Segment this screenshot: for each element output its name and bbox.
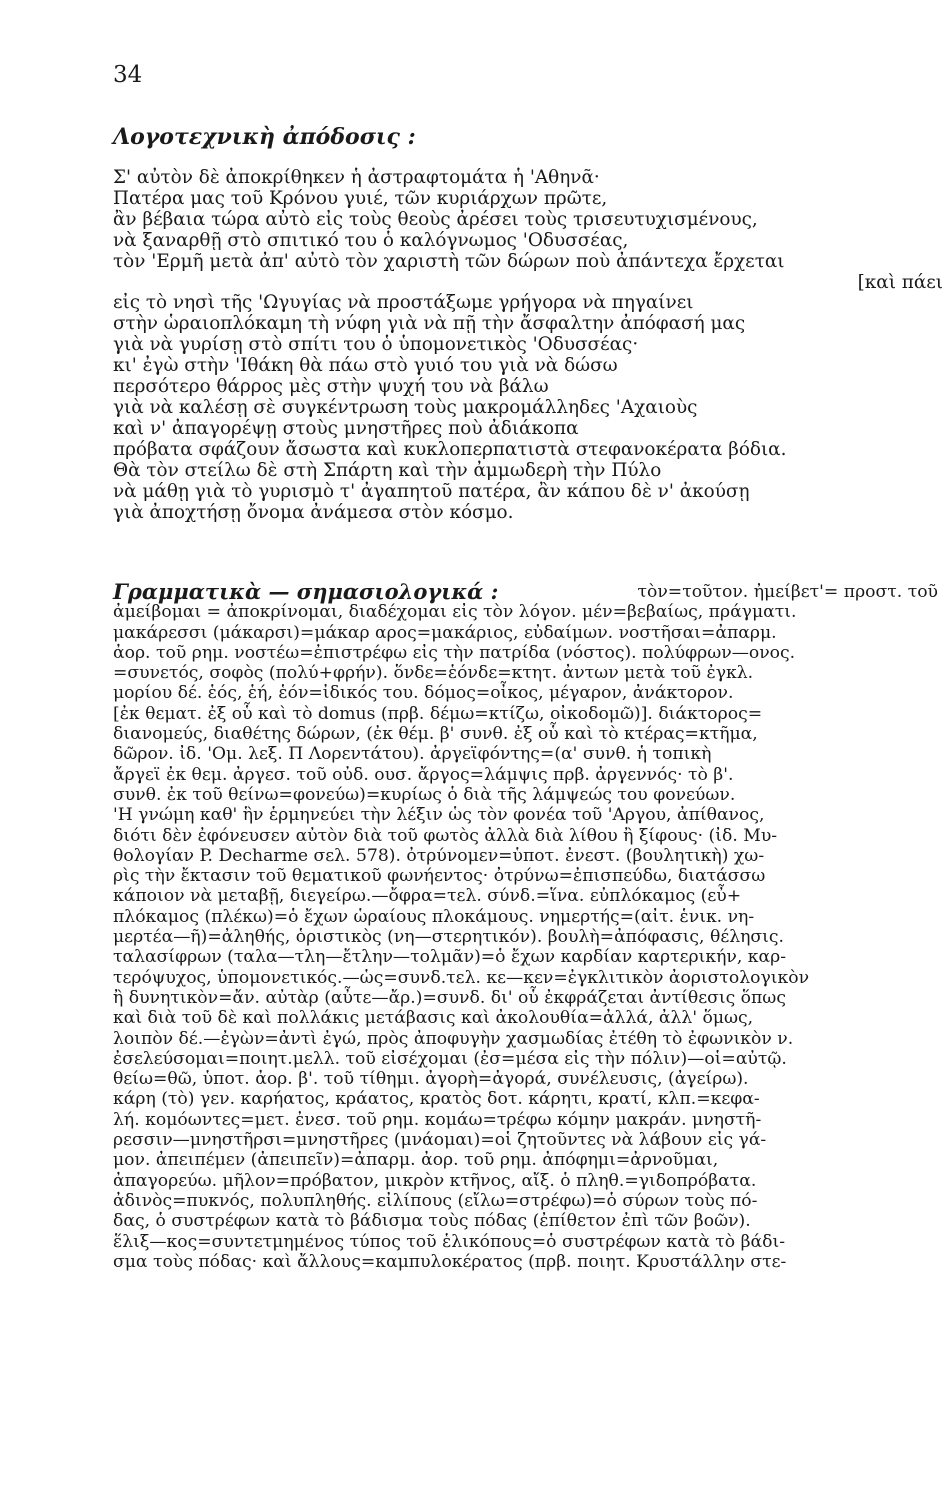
grammar-line [113, 1171, 938, 1191]
grammar-line-text: ἀπαγορεύω. μῆλον=πρόβατον, μικρὸν κτῆνος, αἴξ. ὁ πληθ.=γιδοπρόβατα. [113, 1170, 757, 1191]
grammar-line [113, 1232, 938, 1252]
grammar-line [113, 765, 938, 785]
translation-line: Πατέρα μας τοῦ Κρόνου γυιέ, τῶν κυριάρχων πρῶτε, [113, 187, 608, 209]
grammar-line [113, 1029, 938, 1049]
grammar-line-text: μορίου δέ. ἑός, ἑή, ἑόν=ἰδικός του. δόμος=οἶκος, μέγαρον, ἀνάκτορον. [113, 683, 734, 704]
grammar-line [113, 1211, 938, 1231]
grammar-line [113, 1008, 938, 1028]
translation-line: Σ' αὐτὸν δὲ ἀποκρίθηκεν ἡ ἀστραφτομάτα ἡ 'Αθηνᾶ· [113, 167, 600, 188]
grammar-line-text: λοιπὸν δέ.—ἐγὼν=ἀντὶ ἐγώ, πρὸς ἀποφυγὴν χασμωδίας ἐτέθη τὸ ἐφωνικὸν ν. [113, 1028, 794, 1049]
grammar-line [113, 968, 938, 988]
grammar-line [113, 947, 938, 967]
grammar-line [113, 927, 938, 947]
grammar-line-text: διότι δὲν ἐφόνευσεν αὐτὸν διὰ τοῦ φωτὸς ἀλλὰ διὰ λίθου ἢ ξίφους· (ἰδ. Μυ- [113, 825, 778, 846]
grammar-line-text: ἐσελεύσομαι=ποιητ.μελλ. τοῦ εἰσέχομαι (ἐσ=μέσα εἰς τὴν πόλιν)—οἱ=αὐτῷ. [113, 1048, 787, 1069]
section-title: Λογοτεχνικὴ ἀπόδοσις : [113, 124, 416, 150]
translation-line: νὰ ξαναρθῇ στὸ σπιτικό του ὁ καλόγνωμος 'Οδυσσέας, [113, 229, 629, 251]
translation-line: κι' ἐγὼ στὴν 'Ιθάκη θὰ πάω στὸ γυιό του γιὰ νὰ δώσω [113, 355, 618, 377]
grammar-line [113, 744, 938, 764]
grammar-line-text: ἀμείβομαι = ἀποκρίνομαι, διαδέχομαι εἰς τὸν λόγον. μέν=βεβαίως, πράγματι. [113, 602, 797, 623]
grammar-line [113, 805, 938, 825]
grammar-line-text: ρὶς τὴν ἔκτασιν τοῦ θεματικοῦ φωνήεντος· ὀτρύνω=ἐπισπεύδω, διατάσσω [113, 866, 766, 887]
grammar-line [113, 663, 938, 683]
grammar-line-text: ἢ δυνητικὸν=ἄν. αὐτὰρ (αὖτε—ἄρ.)=συνδ. δι' οὗ ἐκφράζεται ἀντίθεσις ὅπως [113, 987, 786, 1008]
grammar-line-text: δας, ὁ συστρέφων κατὰ τὸ βάδισμα τοὺς πόδας (ἐπίθετον ἐπὶ τῶν βοῶν). [113, 1211, 751, 1232]
translation-line: καὶ ν' ἀπαγορέψῃ στοὺς μνηστῆρες ποὺ ἀδιάκοπα [113, 417, 579, 439]
grammar-line [113, 1191, 938, 1211]
grammar-line-text: [ἐκ θεματ. ἐξ οὗ καὶ τὸ domus (πρβ. δέμω=κτίζω, οἰκοδομῶ)]. διάκτορος= [113, 703, 763, 724]
grammar-line-text: 'Η γνώμη καθ' ἣν ἑρμηνεύει τὴν λέξιν ὡς τὸν φονέα τοῦ 'Αργου, ἀπίθανος, [113, 805, 765, 826]
grammar-line [113, 886, 938, 906]
translation-block [113, 168, 943, 523]
grammar-block [113, 579, 938, 1272]
grammar-line [113, 1110, 938, 1130]
translation-line: στὴν ὡραιοπλόκαμη τὴ νύφη γιὰ νὰ πῇ τὴν ἄσφαλτην ἀπόφασή μας [113, 313, 746, 335]
grammar-line-text: =συνετός, σοφὸς (πολύ+φρήν). ὅνδε=ἑόνδε=κτητ. ἀντων μετὰ τοῦ ἐγκλ. [113, 663, 754, 684]
translation-line: γιὰ νὰ καλέσῃ σὲ συγκέντρωση τοὺς μακρομάλληδες 'Αχαιοὺς [113, 396, 698, 418]
grammar-line [113, 643, 938, 663]
translation-line: ἂν βέβαια τώρα αὐτὸ εἰς τοὺς θεοὺς ἀρέσει τοὺς τρισευτυχισμένους, [113, 208, 758, 230]
translation-line: Θὰ τὸν στείλω δὲ στὴ Σπάρτη καὶ τὴν ἀμμωδερὴ τὴν Πύλο [113, 459, 662, 481]
grammar-first-row [113, 579, 938, 604]
grammar-line [113, 1130, 938, 1150]
grammar-line [113, 907, 938, 927]
grammar-line [113, 988, 938, 1008]
grammar-line [113, 866, 938, 886]
grammar-line: τὸν=τοῦτον. ἠμείβετ'= προστ. τοῦ [637, 582, 938, 602]
grammar-line-text: λή. κομόωντες=μετ. ἐνεσ. τοῦ ρημ. κομάω=τρέφω κόμην μακράν. μνηστῆ- [113, 1109, 762, 1130]
grammar-line [113, 704, 938, 724]
translation-line: [καὶ πάει [857, 271, 943, 293]
grammar-line-text: θείω=θῶ, ὑποτ. ἀορ. β'. τοῦ τίθημι. ἀγορὴ=ἀγορά, συνέλευσις, (ἀγείρω). [113, 1069, 749, 1090]
grammar-line-text: κάποιον νὰ μεταβῇ, διεγείρω.—ὄφρα=τελ. σύνδ.=ἵνα. εὐπλόκαμος (εὖ+ [113, 886, 742, 907]
grammar-title: Γραμματικὰ — σημασιολογικά : [113, 579, 499, 604]
grammar-line [113, 602, 938, 622]
grammar-line-text: κάρη (τὸ) γεν. καρήατος, κράατος, κρατὸς δοτ. κάρητι, κρατί, κλπ.=κεφα- [113, 1089, 760, 1110]
grammar-line [113, 1049, 938, 1069]
grammar-line-text: τερόψυχος, ὑπομονετικός.—ὡς=συνδ.τελ. κε—κεν=ἐγκλιτικὸν ἀοριστολογικὸν [113, 967, 810, 988]
grammar-line-text: ἕλιξ—κος=συντετμημένος τύπος τοῦ ἑλικόπους=ὁ συστρέφων κατὰ τὸ βάδι- [113, 1231, 786, 1252]
translation-line: εἰς τὸ νησὶ τῆς 'Ωγυγίας νὰ προστάξωμε γρήγορα νὰ πηγαίνει [113, 292, 694, 314]
grammar-line-text: ἀορ. τοῦ ρημ. νοστέω=ἐπιστρέφω εἰς τὴν πατρίδα (νόστος). πολύφρων—ονος. [113, 642, 796, 663]
translation-line: περσότερο θάρρος μὲς στὴν ψυχή του νὰ βάλω [113, 376, 549, 398]
grammar-line [113, 1089, 938, 1109]
grammar-line-text: σμα τοὺς πόδας· καὶ ἄλλους=καμπυλοκέρατος (πρβ. ποιητ. Κρυστάλλην στε- [113, 1251, 787, 1272]
grammar-line [113, 1252, 938, 1272]
grammar-line [113, 724, 938, 744]
grammar-line-text: ρεσσιν—μνηστῆρσι=μνηστῆρες (μνάομαι)=οἱ ζητοῦντες νὰ λάβουν εἰς γά- [113, 1130, 767, 1151]
grammar-line [113, 683, 938, 703]
translation-line: γιὰ ἀποχτήσῃ ὄνομα ἀνάμεσα στὸν κόσμο. [113, 501, 514, 523]
grammar-line-text: διανομεύς, διαθέτης δώρων, (ἐκ θέμ. β' συνθ. ἐξ οὗ καὶ τὸ κτέρας=κτῆμα, [113, 724, 758, 745]
grammar-line-text: συνθ. ἐκ τοῦ θείνω=φονεύω)=κυρίως ὁ διὰ τῆς λάμψεώς του φονεύων. [113, 784, 736, 805]
grammar-line-text: ἀδινὸς=πυκνός, πολυπληθής. εἰλίπους (εἴλω=στρέφω)=ὁ σύρων τοὺς πό- [113, 1190, 758, 1211]
translation-line: πρόβατα σφάζουν ἄσωστα καὶ κυκλοπερπατιστὰ στεφανοκέρατα βόδια. [113, 438, 787, 460]
translation-line: τὸν 'Ερμῆ μετὰ ἀπ' αὐτὸ τὸν χαριστὴ τῶν δώρων ποὺ ἀπάντεχα ἔρχεται [113, 250, 785, 272]
grammar-line-text: μακάρεσσι (μάκαρσι)=μάκαρ αρος=μακάριος, εὐδαίμων. νοστῆσαι=ἀπαρμ. [113, 622, 777, 643]
grammar-line [113, 846, 938, 866]
grammar-line-text: καὶ διὰ τοῦ δὲ καὶ πολλάκις μετάβασις καὶ ἀκολουθία=ἀλλά, ἀλλ' ὅμως, [113, 1008, 754, 1029]
grammar-line-text: θολογίαν P. Decharme σελ. 578). ὀτρύνομεν=ὑποτ. ἐνεστ. (βουλητικὴ) χω- [113, 845, 765, 866]
grammar-line-text: ἄργεϊ ἐκ θεμ. ἀργεσ. τοῦ οὐδ. ουσ. ἄργος=λάμψις πρβ. ἀργεννός· τὸ β'. [113, 764, 734, 785]
grammar-line-text: μον. ἀπειπέμεν (ἀπειπεῖν)=ἀπαρμ. ἀορ. τοῦ ρημ. ἀπόφημι=ἀρνοῦμαι, [113, 1150, 719, 1171]
translation-line: γιὰ νὰ γυρίσῃ στὸ σπίτι του ὁ ὑπομονετικὸς 'Οδυσσέας· [113, 334, 639, 356]
grammar-line-text: δῶρον. ἰδ. 'Ομ. λεξ. Π Λορεντάτου). ἀργεϊφόντης=(α' συνθ. ἡ τοπικὴ [113, 744, 712, 765]
grammar-line [113, 1069, 938, 1089]
grammar-line-text: ταλασίφρων (ταλα—τλη—ἔτλην—τολμᾶν)=ὁ ἔχων καρδίαν καρτερικήν, καρ- [113, 947, 787, 968]
grammar-line-text: μερτέα—ῆ)=ἀληθής, ὁριστικὸς (νη—στερητικόν). βουλὴ=ἀπόφασις, θέλησις. [113, 927, 784, 948]
translation-line: νὰ μάθῃ γιὰ τὸ γυρισμὸ τ' ἀγαπητοῦ πατέρα, ἂν κάπου δὲ ν' ἀκούσῃ [113, 480, 750, 502]
grammar-line [113, 826, 938, 846]
grammar-line [113, 785, 938, 805]
grammar-line [113, 623, 938, 643]
grammar-line-text: πλόκαμος (πλέκω)=ὁ ἔχων ὡραίους πλοκάμους. νημερτής=(αἰτ. ἑνικ. νη- [113, 906, 755, 927]
page-number: 34 [113, 62, 143, 88]
grammar-line [113, 1150, 938, 1170]
